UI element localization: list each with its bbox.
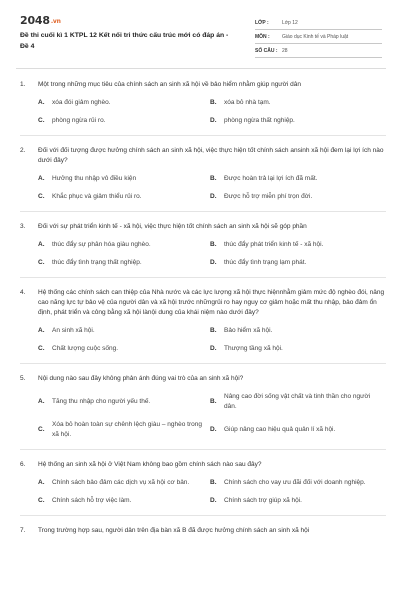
answer-options <box>38 174 386 202</box>
option-d[interactable] <box>210 192 382 202</box>
question-divider <box>20 277 386 278</box>
option-text: Khắc phục và giảm thiểu rủi ro. <box>52 193 142 200</box>
logo-text: 2048 <box>20 14 50 27</box>
question-list <box>20 80 386 536</box>
option-letter: B. <box>210 398 217 405</box>
option-text: Bảo hiểm xã hội. <box>224 327 273 334</box>
question-divider <box>20 135 386 136</box>
meta-key: MÔN : <box>255 33 270 40</box>
site-logo[interactable] <box>20 14 61 27</box>
option-letter: B. <box>210 241 217 248</box>
option-letter: D. <box>210 426 217 433</box>
option-letter: B. <box>210 479 217 486</box>
option-letter: C. <box>38 426 45 433</box>
option-b[interactable] <box>210 240 382 250</box>
option-a[interactable] <box>38 174 210 184</box>
question-text: Trong trường hợp sau, người dân trên địa bàn xã B đã được hưởng chính sách an sinh xã hội <box>38 527 310 534</box>
option-text: thúc đẩy sự phân hóa giàu nghèo. <box>52 241 151 248</box>
option-c[interactable] <box>38 496 210 506</box>
option-text: Hưởng thu nhập vô điều kiện <box>52 175 137 182</box>
option-letter: A. <box>38 241 45 248</box>
option-c[interactable] <box>38 192 210 202</box>
option-c[interactable] <box>38 258 210 268</box>
option-letter: C. <box>38 259 45 266</box>
meta-value: Giáo dục Kinh tế và Pháp luật <box>282 33 349 40</box>
option-d[interactable] <box>210 344 382 354</box>
question-number: 2. <box>20 147 26 154</box>
option-a[interactable] <box>38 392 210 412</box>
option-text: Chính sách trợ giúp xã hội. <box>224 497 302 504</box>
question <box>20 288 386 354</box>
option-a[interactable] <box>38 240 210 250</box>
option-letter: A. <box>38 398 45 405</box>
question <box>20 146 386 202</box>
answer-options <box>38 326 386 354</box>
option-text: Thượng tầng xã hội. <box>224 345 283 352</box>
meta-key: SỐ CÂU : <box>255 47 278 54</box>
logo-suffix: .vn <box>50 18 61 25</box>
header-divider <box>16 68 386 69</box>
question-number: 3. <box>20 223 26 230</box>
question-text: Một trong những mục tiêu của chính sách an sinh xã hội về bảo hiểm nhằm giúp người dân <box>38 81 302 88</box>
meta-table <box>255 16 382 58</box>
meta-row-subject <box>255 30 382 44</box>
meta-value: Lớp 12 <box>282 19 298 26</box>
option-b[interactable] <box>210 478 382 488</box>
option-text: Giúp nâng cao hiệu quả quản lí xã hội. <box>224 426 336 433</box>
option-text: Chính sách hỗ trợ việc làm. <box>52 497 132 504</box>
option-letter: D. <box>210 259 217 266</box>
question-divider <box>20 449 386 450</box>
question-stem <box>20 374 386 384</box>
option-letter: B. <box>210 327 217 334</box>
option-letter: A. <box>38 175 45 182</box>
option-c[interactable] <box>38 116 210 126</box>
option-letter: D. <box>210 117 217 124</box>
option-d[interactable] <box>210 258 382 268</box>
option-text: Chính sách bảo đảm các dịch vụ xã hội cơ bản. <box>52 479 190 486</box>
option-letter: D. <box>210 497 217 504</box>
option-text: Nâng cao đời sống vật chất và tinh thần cho người dân. <box>224 393 371 410</box>
question-divider <box>20 515 386 516</box>
option-letter: A. <box>38 327 45 334</box>
question-divider <box>20 211 386 212</box>
question-number: 5. <box>20 375 26 382</box>
question-text: Hệ thống các chính sách can thiệp của Nhà nước và các lực lượng xã hội thực hiệnnhằm giảm mức độ nghèo đói, nâng cao năng lực tự bảo vệ của người dân và xã hội trước nhữngrủi ro hay nguy cơ giảm hoặc mất thu nhập, bảo đảm ổn định, phát triển và công bằng xã hội lànội dung của khái niệm nào dưới đây? <box>38 289 385 316</box>
option-text: phòng ngừa thất nghiệp. <box>224 117 295 124</box>
question-divider <box>20 363 386 364</box>
option-text: phòng ngừa rủi ro. <box>52 117 106 124</box>
option-a[interactable] <box>38 98 210 108</box>
question <box>20 460 386 506</box>
question-text: Đối với đối tượng được hưởng chính sách an sinh xã hội, việc thực hiện tốt chính sách ansinh xã hội đem lại lợi ích nào dưới đây? <box>38 147 384 164</box>
answer-options <box>38 240 386 268</box>
meta-key: LỚP : <box>255 19 269 26</box>
question-stem <box>20 222 386 232</box>
option-text: thúc đẩy tình trạng thất nghiệp. <box>52 259 142 266</box>
option-text: Được hỗ trợ miễn phí trọn đời. <box>224 193 313 200</box>
option-b[interactable] <box>210 326 382 336</box>
option-letter: D. <box>210 193 217 200</box>
question-stem <box>20 80 386 90</box>
option-letter: D. <box>210 345 217 352</box>
question-text: Hệ thống an sinh xã hội ở Việt Nam không bao gồm chính sách nào sau đây? <box>38 461 262 468</box>
option-d[interactable] <box>210 116 382 126</box>
question-number: 6. <box>20 461 26 468</box>
option-text: thúc đẩy tình trạng lạm phát. <box>224 259 307 266</box>
answer-options <box>38 392 386 440</box>
option-text: Chính sách cho vay ưu đãi đối với doanh nghiệp. <box>224 479 366 486</box>
question-stem <box>20 146 386 166</box>
option-letter: C. <box>38 497 45 504</box>
option-b[interactable] <box>210 98 382 108</box>
meta-value: 28 <box>282 47 288 54</box>
meta-row-count <box>255 44 382 58</box>
option-d[interactable] <box>210 496 382 506</box>
question-stem <box>20 288 386 318</box>
option-text: An sinh xã hội. <box>52 327 95 334</box>
option-d[interactable] <box>210 420 382 440</box>
question <box>20 374 386 440</box>
answer-options <box>38 478 386 506</box>
question-number: 1. <box>20 81 26 88</box>
option-text: Được hoàn trả lại lợi ích đã mất. <box>224 175 318 182</box>
question-stem <box>20 460 386 470</box>
meta-row-class <box>255 16 382 30</box>
option-a[interactable] <box>38 478 210 488</box>
option-text: thúc đẩy phát triển kinh tế - xã hội. <box>224 241 324 248</box>
option-text: Xóa bỏ hoàn toàn sự chênh lệch giàu – nghèo trong xã hội. <box>52 421 202 438</box>
option-c[interactable] <box>38 344 210 354</box>
option-letter: B. <box>210 99 217 106</box>
question <box>20 222 386 268</box>
option-b[interactable] <box>210 174 382 184</box>
option-b[interactable] <box>210 392 382 412</box>
question-text: Nội dung nào sau đây không phản ánh đúng vai trò của an sinh xã hội? <box>38 375 244 382</box>
document-title: Đề thi cuối kì 1 KTPL 12 Kết nối tri thức cấu trúc mới có đáp án - Đề 4 <box>20 32 229 50</box>
option-letter: C. <box>38 117 45 124</box>
option-letter: C. <box>38 345 45 352</box>
option-letter: C. <box>38 193 45 200</box>
option-text: Chất lượng cuộc sống. <box>52 345 119 352</box>
document-header <box>20 14 382 62</box>
question-text: Đối với sự phát triển kinh tế - xã hội, việc thực hiện tốt chính sách an sinh xã hội sẽ góp phần <box>38 223 307 230</box>
question <box>20 80 386 126</box>
question-number: 7. <box>20 527 26 534</box>
answer-options <box>38 98 386 126</box>
option-text: xóa bỏ nhà tạm. <box>224 99 271 106</box>
option-letter: A. <box>38 479 45 486</box>
option-letter: B. <box>210 175 217 182</box>
option-text: xóa đói giảm nghèo. <box>52 99 111 106</box>
option-text: Tăng thu nhập cho người yếu thế. <box>52 398 151 405</box>
question-partial <box>20 526 386 536</box>
option-c[interactable] <box>38 420 210 440</box>
option-a[interactable] <box>38 326 210 336</box>
question-number: 4. <box>20 289 26 296</box>
option-letter: A. <box>38 99 45 106</box>
